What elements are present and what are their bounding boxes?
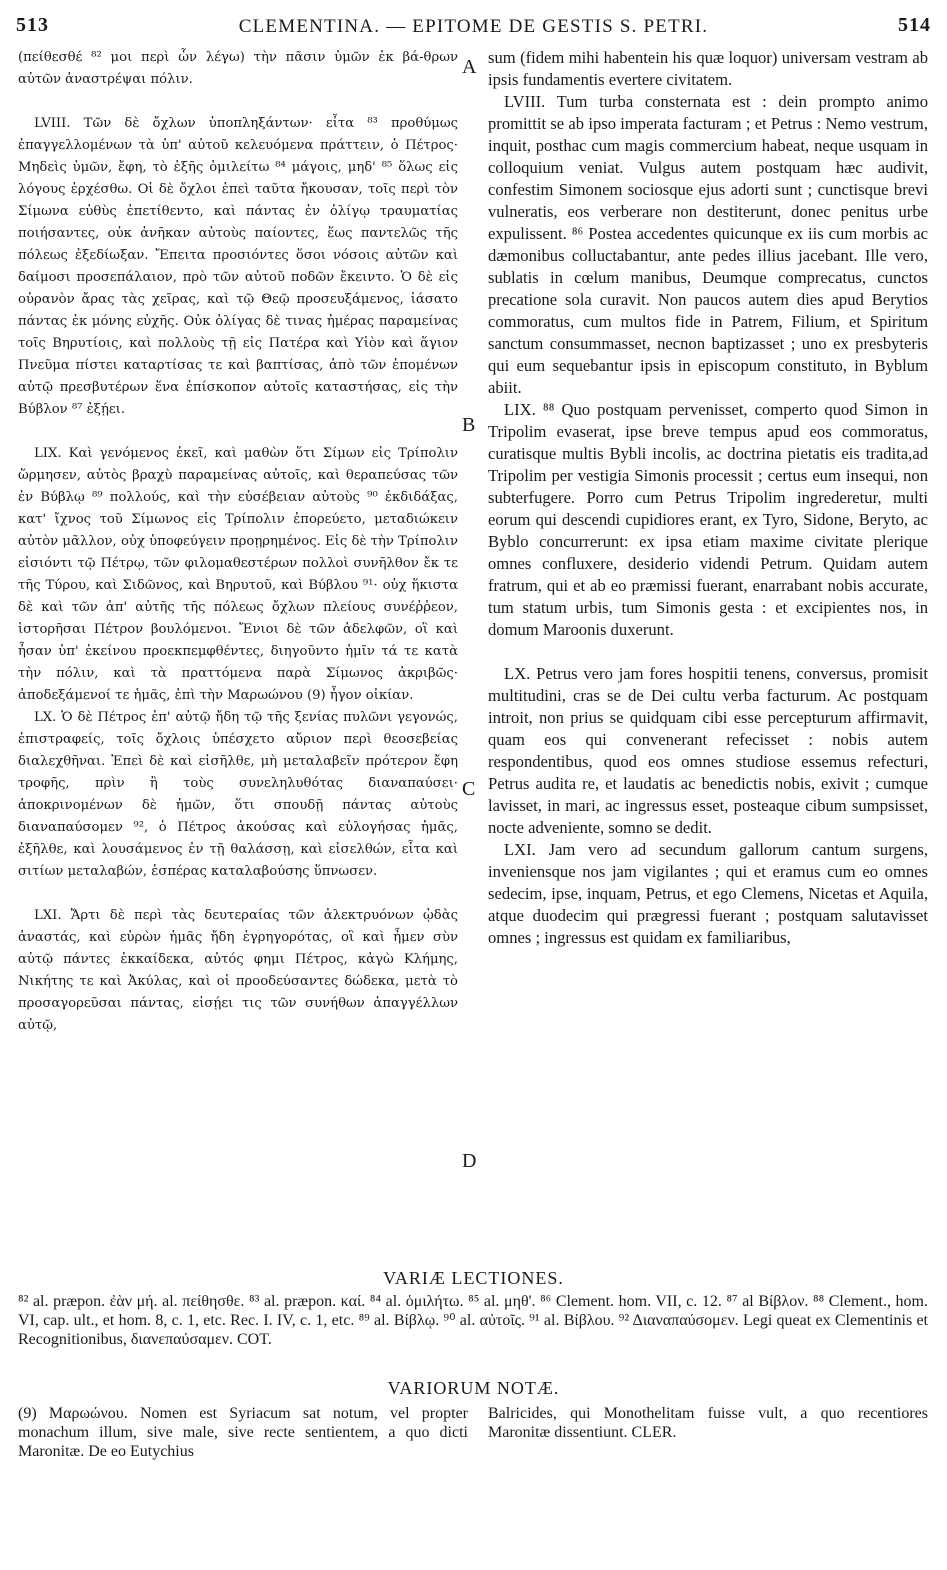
- variae-lectiones-text: ⁸² al. præpon. ἐὰν μή. al. πείθησθε. ⁸³ al. præpon. καί. ⁸⁴ al. ὁμιλήτω. ⁸⁵ al. μηθ'. ⁸⁶ Clement. hom. VII, c. 12. ⁸⁷ al Βίβλον. ⁸⁸ Clement., hom. VI, cap. ult., et hom. 8, c. 1, etc. Rec. I. IV, c. 1, etc. ⁸⁹ al. Βίβλῳ. ⁹⁰ al. αὐτοῖς. ⁹¹ al. Βίβλου. ⁹² Διαναπαύσομεν. Legi queat ex Clementinis et Recognitionibus, διανεπαύσαμεν. COT.: [18, 1293, 928, 1348]
- margin-marker: A: [462, 56, 477, 78]
- latin-paragraph: LVIII. Tum turba consternata est : dein prompto animo promittit se ab ipso imperata facturam ; et Petrus : Nemo vestrum, inquit, posthac cum magis commercium habeat, neque usquam in colloquium veniat. Vulgus autem postquam hæc audivit, confestim Simonem sociosque ejus adorti sunt ; cunctisque brevi vulneratis, eos verberare non destiterunt, donec penitus urbe expulissent. ⁸⁶ Postea accedentes quicunque ex iis cum morbis ac dæmonibus colluctabantur, ante pedes illius jacebant. Ille vero, sublatis in cœlum manibus, Deumque comprecatus, cunctos precatione sola curavit. Non paucos autem dies apud Berytios commoratus, cum multos fide in Patrem, Filium, et Spiritum sanctum consummasset, necnon baptizasset ; uno ex presbyteris qui eum sequebantur ipsis in episcopum constituto, in Byblum abiit.: [488, 92, 928, 397]
- margin-marker: C: [462, 778, 476, 800]
- variorum-note-left: (9) Μαρωώνου. Nomen est Syriacum sat notum, vel propter monachum illum, sive male, sive recte sentientem, a quo dicti Maronitæ. De eo Eutychius: [18, 1405, 468, 1460]
- right-page-number: 514: [898, 14, 931, 36]
- greek-column: [18, 47, 458, 1037]
- greek-paragraph: (πείθεσθέ ⁸² μοι περὶ ὧν λέγω) τὴν πᾶσιν ὑμῶν ἐκ βά-θρων αὐτῶν ἀναστρέψαι πόλιν.: [18, 50, 458, 87]
- greek-paragraph: LX. Ὁ δὲ Πέτρος ἐπ' αὐτῷ ἤδη τῷ τῆς ξενίας πυλῶνι γεγονώς, ἐπιστραφείς, τοῖς ὄχλοις ὑπέσχετο αὔριον περὶ θεοσεβείας διαλεχθῆναι. Ἐπεὶ δὲ καὶ εἰσῆλθε, μὴ μεταλαβεῖν πρότερον ἔφη τροφῆς, πρὶν ἢ τοὺς συνεληλυθότας διαναπαύσει· ἀποκρινομένων δὲ ἡμῶν, ὅτι σπουδῇ πάντας αὐτοὺς διαναπαύσομεν ⁹², ὁ Πέτρος ἀκούσας καὶ εὐλογήσας ἡμᾶς, ἐξῆλθε, καὶ λουσάμενος ἐν τῇ θαλάσσῃ, καὶ εἰσελθών, εἶτα καὶ σιτίων μεταλαβών, ἑσπέρας καταλαβούσης ὕπνωσεν.: [18, 710, 458, 879]
- margin-marker: D: [462, 1150, 477, 1172]
- variorum-note-right: Balricides, qui Monothelitam fuisse vult, a quo recentiores Maronitæ dissentiunt. CLER.: [488, 1405, 928, 1441]
- latin-paragraph: sum (fidem mihi habentein his quæ loquor) universam vestram ab ipsis fundamentis evertere civitatem.: [488, 48, 928, 89]
- running-header: [14, 14, 933, 44]
- greek-paragraph: LVIII. Τῶν δὲ ὄχλων ὑποπληξάντων· εἶτα ⁸³ προθύμως ἐπαγγελλομένων τὰ ὑπ' αὐτοῦ κελευόμενα πράττειν, ὁ Πέτρος· Μηδεὶς ὑμῶν, ἔφη, τὸ ἐξῆς ὁμιλείτω ⁸⁴ μάγοις, μηδ' ⁸⁵ ὅλως εἰς λόγους ἐρχέσθω. Οἱ δὲ ὄχλοι ἐπεὶ ταῦτα ἤκουσαν, τοῖς περὶ τὸν Σίμωνα εὐθὺς ἐπετίθεντο, καὶ πάντας ἐν ὀλίγῳ τραυματίας ποιήσαντες, οὐκ ἀνῆκαν αὐτοὺς παίοντες, ἕως παντελῶς τῆς πόλεως ἐξεδίωξαν. Ἔπειτα προσιόντες ὅσοι νόσοις αὐτῶν καὶ δαίμοσι προσεπάλαιον, πρὸ τῶν αὐτοῦ ποδῶν ἔκειντο. Ὁ δὲ εἰς οὐρανὸν ἄρας τὰς χεῖρας, καὶ τῷ Θεῷ προσευξάμενος, ἰάσατο πάντας ἐκ μόνης εὐχῆς. Οὐκ ὀλίγας δὲ τινας ἡμέρας παραμείνας τοῖς Βηρυτίοις, καὶ πολλοὺς τῇ εἰς Πατέρα καὶ Υἱὸν καὶ ἅγιον Πνεῦμα πίστει καταρτίσας τε καὶ βαπτίσας, ἀπὸ τῶν ἑπομένων αὐτῷ πρεσβυτέρων ἕνα ἐπίσκοπον αὐτοῖς καταστήσας, εἰς τὴν Βύβλον ⁸⁷ ἐξῄει.: [18, 116, 458, 417]
- greek-paragraph: LXI. Ἄρτι δὲ περὶ τὰς δευτεραίας τῶν ἀλεκτρυόνων ᾠδὰς ἀναστάς, καὶ εὑρὼν ἡμᾶς ἤδη ἐγρηγορότας, οἳ καὶ ἦμεν σὺν αὐτῷ πάντες ἑκκαίδεκα, αὐτός φημι Πέτρος, κἀγὼ Κλήμης, Νικήτης τε καὶ Ἀκύλας, καὶ οἱ προοδεύσαντες δώδεκα, μετὰ τὸ προσαγορεῦσαι πάντας, εἰσῄει τις τῶν συνήθων ἀπαγγέλλων αὐτῷ,: [18, 908, 458, 1033]
- margin-marker: B: [462, 414, 476, 436]
- latin-paragraph: LX. Petrus vero jam fores hospitii tenens, conversus, promisit multitudini, cras se de Dei cultu verba facturum. Ac postquam introit, non prius se quidquam cibi esse percepturum affirmavit, quam eos qui convenerant refecisset : nobis autem respondentibus, quod eos omnes studiose essemus refecturi, Petrus audita re, et laudatis ac benedictis nobis, exivit ; cumque lavisset, in mari, ac ingressus esset, posteaque cibum sumpsisset, nocte adveniente, somno se dedit.: [488, 664, 928, 837]
- variorum-notae-title: VARIORUM NOTÆ.: [387, 1378, 560, 1398]
- latin-paragraph: LIX. ⁸⁸ Quo postquam pervenisset, comperto quod Simon in Tripolim evaserat, ipse breve tempus apud eos commoratus, curatisque multis Bybli incolis, ac doctrina pietatis eis tradita,ad Tripolim per vestigia Simonis processit ; certus eum insequi, non subterfugere. Porro cum Petrus Tripolim ingrederetur, multi eorum qui descendi cupidiores erant, ex Tyro, Sidone, Beryto, ac Byblo concurrerunt: ex ipsa etiam maxime civitate plerique omnes confluxere, desiderio videndi Petrum. Quidam autem fratrum, qui et ab eo præmissi fuerant, enarrabant nobis accurate, tum statum urbis, tum Simonis gesta : et excipientes nos, in domum Maroonis duxerunt.: [488, 400, 928, 639]
- greek-paragraph: LIX. Καὶ γενόμενος ἐκεῖ, καὶ μαθὼν ὅτι Σίμων εἰς Τρίπολιν ὥρμησεν, αὐτὸς βραχὺ παραμείνας αὐτοῖς, καὶ θεραπεύσας τῶν ἐν Βύβλῳ ⁸⁹ πολλούς, καὶ τὴν εὐσέβειαν αὐτοὺς ⁹⁰ ἐκδιδάξας, κατ' ἴχνος τοῦ Σίμωνος εἰς Τρίπολιν ἐπορεύετο, μεταδιώκειν αὐτὸν μᾶλλον, οὐχ ὑποφεύγειν προῃρημένος. Εἰς δὲ τὴν Τρίπολιν εἰσιόντι τῷ Πέτρῳ, τῶν φιλομαθεστέρων πολλοὶ συνῆλθον ἔκ τε τῆς Τύρου, καὶ Σιδῶνος, καὶ Βηρυτοῦ, καὶ Βύβλου ⁹¹· οὐχ ἥκιστα δὲ καὶ τῶν ἀπ' αὐτῆς τῆς πόλεως ὄχλων πλείους συνέῤῥεον, ἱστορῆσαι Πέτρον βουλόμενοι. Ἔνιοι δὲ τῶν ἀδελφῶν, οἳ καὶ ἦσαν ὑπ' ἐκείνου προεκπεμφθέντες, διηγοῦντο ἡμῖν τά τε κατὰ τὴν πόλιν, καὶ τὰ πραττόμενα παρὰ Σίμωνος ἀκριβῶς· ἀποδεξάμενοί τε ἡμᾶς, ἐπὶ τὴν Μαρωώνου (9) ἦγον οἰκίαν.: [18, 446, 458, 703]
- running-title: CLEMENTINA. — EPITOME DE GESTIS S. PETRI.: [238, 16, 709, 37]
- latin-paragraph: LXI. Jam vero ad secundum gallorum cantum surgens, inveniensque nos jam vigilantes ; qui et eramus cum eo omnes sedecim, ipse, inquam, Petrus, et ego Clemens, Nicetas et Aquila, atque duodecim qui prægressi fuerant ; postquam salutavisset omnes ; ingressus est quidam ex familiaribus,: [488, 840, 928, 947]
- latin-column: [488, 47, 928, 949]
- variae-lectiones-title: VARIÆ LECTIONES.: [383, 1268, 564, 1288]
- left-page-number: 513: [16, 14, 49, 36]
